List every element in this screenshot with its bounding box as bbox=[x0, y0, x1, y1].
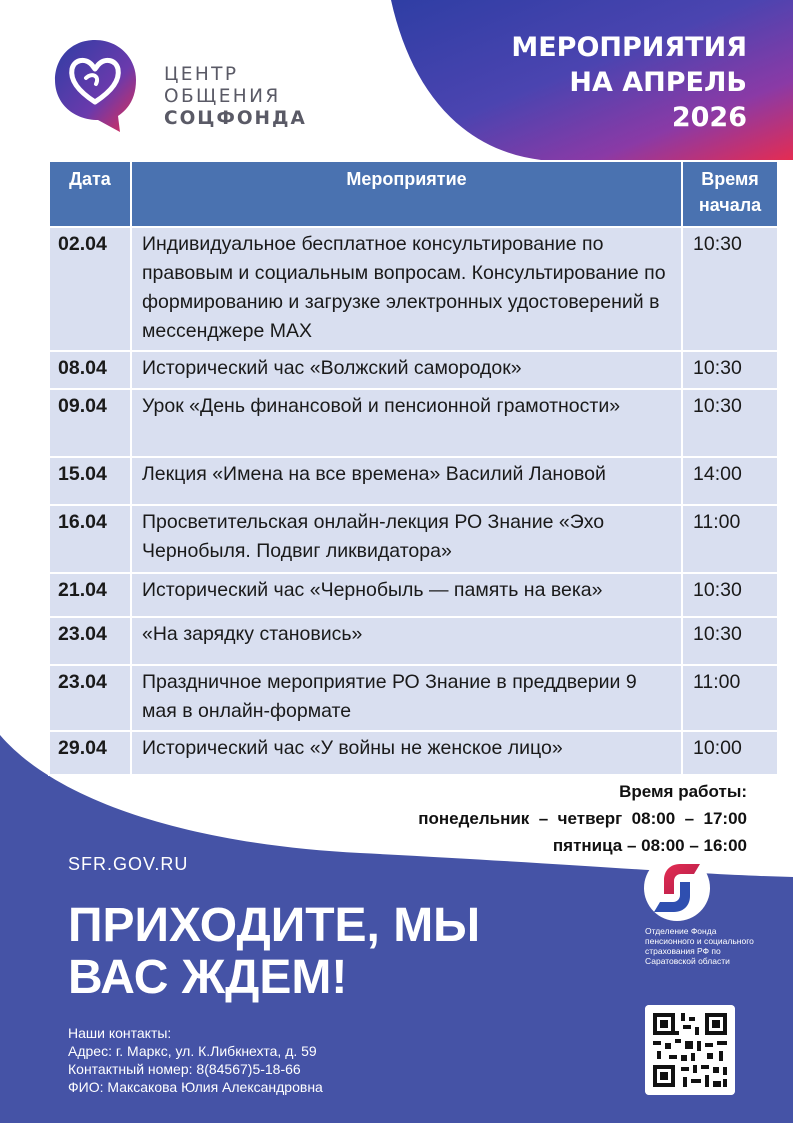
row-time: 10:30 bbox=[682, 617, 778, 665]
contacts-address: Адрес: г. Маркс, ул. К.Либкнехта, д. 59 bbox=[68, 1043, 317, 1059]
row-date: 16.04 bbox=[49, 505, 131, 573]
sfr-org-text: Отделение Фонда пенсионного и социального страхования РФ по Саратовской области bbox=[645, 926, 754, 966]
row-date: 08.04 bbox=[49, 351, 131, 389]
row-event: «На зарядку становись» bbox=[131, 617, 682, 665]
site-link[interactable]: SFR.GOV.RU bbox=[68, 854, 189, 874]
table-row bbox=[49, 665, 778, 731]
row-event: Урок «День финансовой и пенсионной грамотности» bbox=[131, 389, 682, 457]
table-row bbox=[49, 389, 778, 457]
contacts-person: ФИО: Максакова Юлия Александровна bbox=[68, 1079, 323, 1095]
logo-line-3: СОЦФОНДА bbox=[164, 108, 307, 129]
row-event: Исторический час «Волжский самородок» bbox=[131, 351, 682, 389]
row-event: Праздничное мероприятие РО Знание в преддверии 9 мая в онлайн-формате bbox=[131, 665, 682, 731]
row-date: 21.04 bbox=[49, 573, 131, 617]
row-date: 15.04 bbox=[49, 457, 131, 505]
contacts-title: Наши контакты: bbox=[68, 1025, 172, 1041]
title-line-2: НА АПРЕЛЬ bbox=[569, 67, 747, 98]
logo-line-2: ОБЩЕНИЯ bbox=[164, 86, 281, 107]
table-row bbox=[49, 457, 778, 505]
title-line-1: МЕРОПРИЯТИЯ bbox=[511, 32, 747, 63]
work-hours-line-2: пятница – 08:00 – 16:00 bbox=[552, 836, 747, 855]
row-time: 10:30 bbox=[682, 351, 778, 389]
header-date: Дата bbox=[49, 161, 131, 227]
table-row bbox=[49, 351, 778, 389]
row-event: Исторический час «Чернобыль — память на века» bbox=[131, 573, 682, 617]
table-row bbox=[49, 505, 778, 573]
row-time: 11:00 bbox=[682, 665, 778, 731]
row-date: 29.04 bbox=[49, 731, 131, 775]
work-hours bbox=[418, 778, 747, 859]
row-time: 10:00 bbox=[682, 731, 778, 775]
table-row bbox=[49, 573, 778, 617]
table-header-row bbox=[49, 161, 778, 227]
contacts-phone: Контактный номер: 8(84567)5-18-66 bbox=[68, 1061, 301, 1077]
heart-logo-icon bbox=[52, 36, 138, 134]
work-hours-title: Время работы: bbox=[619, 782, 747, 801]
row-event: Просветительская онлайн-лекция РО Знание «Эхо Чернобыля. Подвиг ликвидатора» bbox=[131, 505, 682, 573]
row-date: 23.04 bbox=[49, 617, 131, 665]
row-date: 09.04 bbox=[49, 389, 131, 457]
row-event: Индивидуальное бесплатное консультирование по правовым и социальным вопросам. Консультирование по формированию и загрузке электронных удостоверений в мессенджере MAX bbox=[131, 227, 682, 351]
logo-text bbox=[164, 64, 307, 130]
row-time: 14:00 bbox=[682, 457, 778, 505]
row-date: 23.04 bbox=[49, 665, 131, 731]
title-line-3: 2026 bbox=[671, 102, 747, 133]
table-row bbox=[49, 227, 778, 351]
table-row bbox=[49, 617, 778, 665]
header-event: Мероприятие bbox=[131, 161, 682, 227]
row-time: 10:30 bbox=[682, 573, 778, 617]
table-row bbox=[49, 731, 778, 775]
header-time: Время начала bbox=[682, 161, 778, 227]
row-event: Лекция «Имена на все времена» Василий Лановой bbox=[131, 457, 682, 505]
row-event: Исторический час «У войны не женское лицо» bbox=[131, 731, 682, 775]
logo-line-1: ЦЕНТР bbox=[164, 64, 239, 85]
page-title bbox=[511, 30, 747, 135]
slogan: ПРИХОДИТЕ, МЫ ВАС ЖДЕМ! bbox=[68, 899, 481, 1004]
row-time: 10:30 bbox=[682, 227, 778, 351]
events-table bbox=[48, 160, 779, 776]
row-time: 11:00 bbox=[682, 505, 778, 573]
row-date: 02.04 bbox=[49, 227, 131, 351]
row-time: 10:30 bbox=[682, 389, 778, 457]
sfr-logo-icon bbox=[642, 854, 712, 922]
work-hours-line-1: понедельник – четверг 08:00 – 17:00 bbox=[418, 809, 747, 828]
contacts bbox=[68, 1024, 323, 1096]
qr-code-icon[interactable] bbox=[645, 1005, 735, 1095]
